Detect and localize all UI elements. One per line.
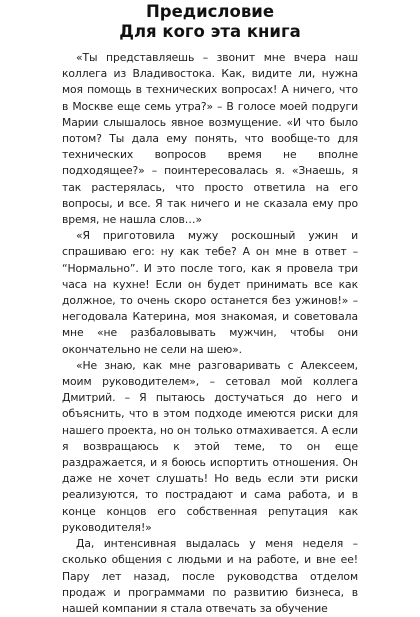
paragraph-3: «Не знаю, как мне разговаривать с Алексеем, моим руководителем», – сетовал мой коллега Дмитрий. – Я пытаюсь достучаться до него и объяснить, что в этом подходе имеются риски для нашего проекта, но он только отмахивается. А если я возвращаюсь к этой теме, то он еще раздражается, и я боюсь испортить отношения. Он даже не хочет слушать! Но ведь если эти риски реализуются, то пострадают и сама работа, и в конце концов его собственная репутация как руководителя!» xyxy=(62,358,358,534)
paragraph-2: «Я приготовила мужу роскошный ужин и спрашиваю его: ну как тебе? А он мне в ответ – “Нормально”. И это после того, как я провела три часа на кухне! Если он будет принимать все как должное, то очень скоро останется без ужинов!» – негодовала Катерина, моя знакомая, и советовала мне «не разбаловывать мужчин, чтобы они окончательно не сели на шею». xyxy=(62,229,358,356)
body-text xyxy=(62,50,358,617)
paragraph-4: Да, интенсивная выдалась у меня неделя – сколько общения с людьми и на работе, и вне ее! Пару лет назад, после руководства отделом продаж и программами по развитию бизнеса, в нашей компании я стала отвечать за обучение xyxy=(62,537,358,615)
page-title: Предисловие xyxy=(145,2,275,21)
page-subtitle: Для кого эта книга xyxy=(119,22,301,41)
paragraph-1: «Ты представляешь – звонит мне вчера наш коллега из Владивостока. Как, видите ли, нужна моя помощь в технических вопросах! А ничего, что в Москве еще семь утра?» – В голосе моей подруги Марии слышалось явное возмущение. «И что было потом? Ты дала ему понять, что вообще-то для технических вопросов время не вполне подходящее?» – поинтересовалась я. «Знаешь, я так растерялась, что просто ответила на его вопросы, и все. Я так ничего и не сказала ему про время, не нашла слов…» xyxy=(62,51,358,227)
